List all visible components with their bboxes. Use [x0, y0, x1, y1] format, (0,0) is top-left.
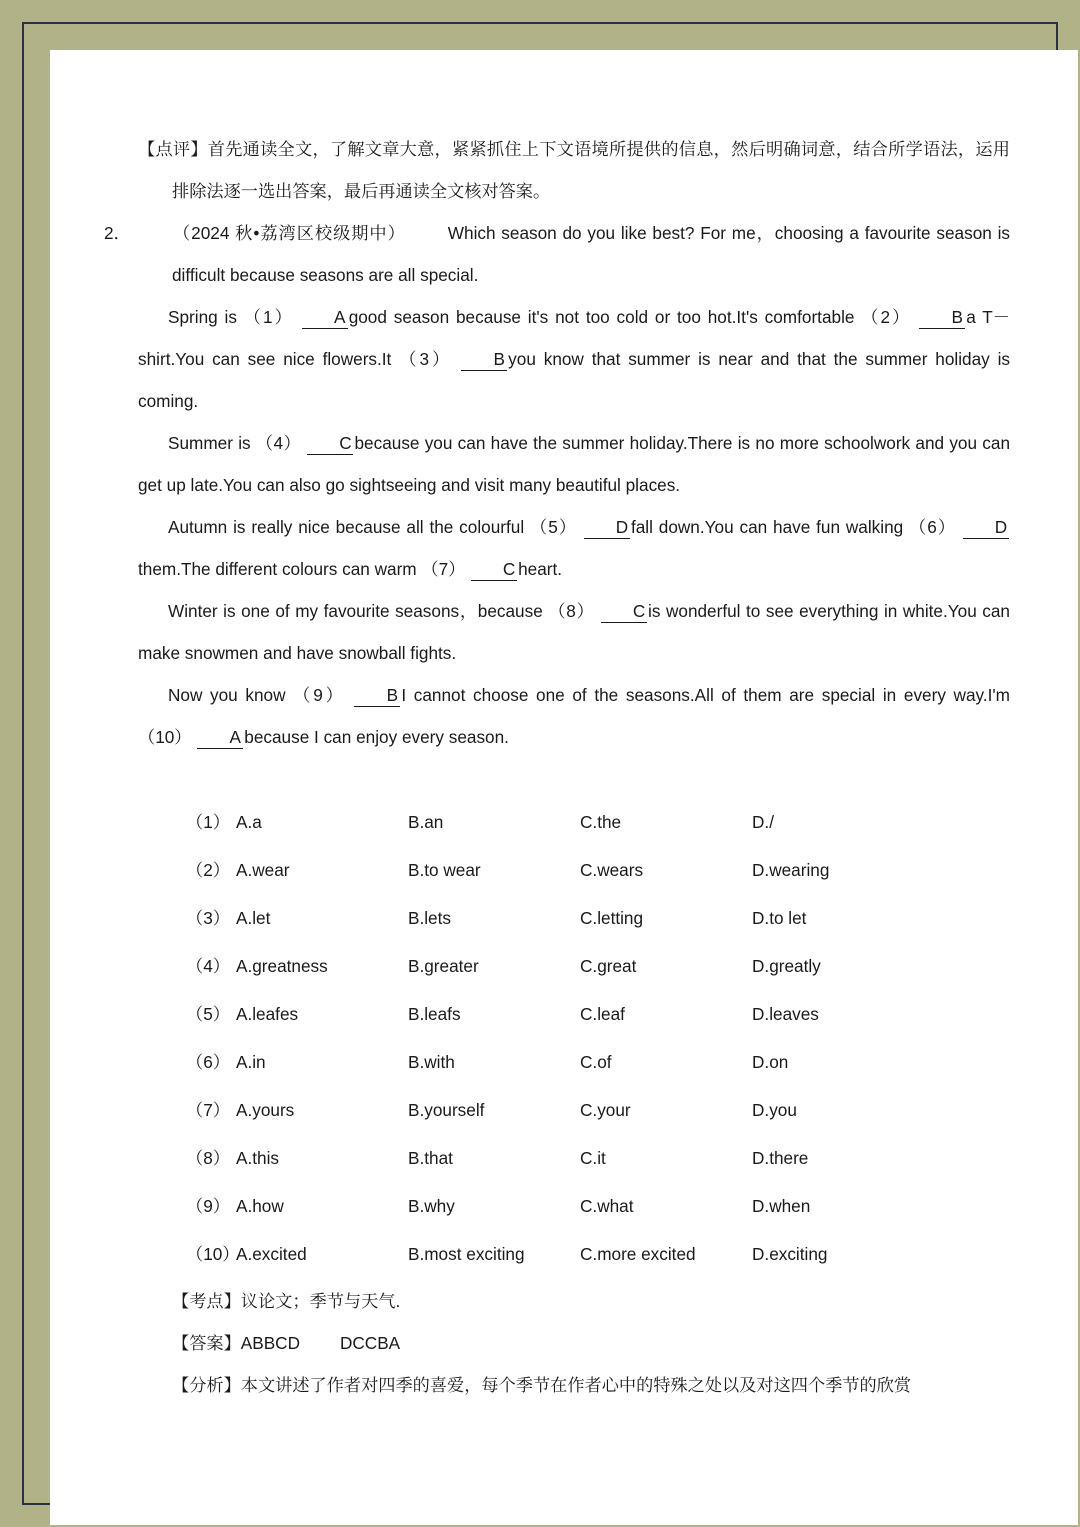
option-choice[interactable]: D.you [752, 1100, 797, 1120]
daan-label: 【答案】 [172, 1333, 241, 1353]
option-row [186, 798, 1010, 846]
option-choice[interactable]: D./ [752, 812, 774, 832]
blank-marker: （10） [138, 727, 197, 747]
options-list [138, 798, 1010, 1278]
blank-marker: （1） [243, 307, 301, 327]
option-choice[interactable]: D.wearing [752, 860, 830, 880]
kaodian-line [172, 1280, 1010, 1322]
answer-meta [138, 1280, 1010, 1406]
passage-text: a T－shirt.You can see nice flowers.It [138, 307, 1010, 369]
kaodian-label: 【考点】 [172, 1291, 241, 1311]
option-choice[interactable]: A.in [236, 1052, 266, 1072]
passage-paragraph-winter [138, 590, 1010, 674]
option-row-index: （1） [186, 812, 230, 832]
fenxi-text: 本文讲述了作者对四季的喜爱，每个季节在作者心中的特殊之处以及对这四个季节的欣赏 [240, 1375, 912, 1395]
passage-text: fall down.You can have fun walking [630, 517, 910, 537]
blank-marker: （2） [861, 307, 919, 327]
passage-text: Winter is one of my favourite seasons，because [168, 601, 549, 621]
passage-text: Summer is [168, 433, 256, 453]
option-choice[interactable]: C.letting [580, 908, 644, 928]
option-choice[interactable]: B.with [408, 1052, 455, 1072]
blank-marker: （7） [421, 559, 471, 579]
option-choice[interactable]: A.excited [236, 1244, 307, 1264]
answer-blank[interactable]: A [302, 306, 348, 329]
passage-paragraph-autumn [138, 506, 1010, 590]
question-source: （2024 秋•荔湾区校级期中） [172, 223, 406, 243]
answer-blank[interactable]: C [471, 558, 517, 581]
option-row [186, 990, 1010, 1038]
option-choice[interactable]: A.this [236, 1148, 279, 1168]
passage-text: I cannot choose one of the seasons.All of them are special in every way.I'm [401, 685, 1010, 705]
option-choice[interactable]: B.that [408, 1148, 453, 1168]
question-intro-text: Which season do you like best? For me，choosing a favourite season is difficult because seasons are all special. [172, 223, 1010, 285]
option-choice[interactable]: C.the [580, 812, 622, 832]
option-row [186, 1134, 1010, 1182]
blank-marker: （6） [909, 517, 962, 537]
option-choice[interactable]: B.an [408, 812, 444, 832]
passage-paragraph-summer [138, 422, 1010, 506]
option-choice[interactable]: A.yours [236, 1100, 295, 1120]
blank-marker: （9） [293, 685, 354, 705]
option-row [186, 1230, 1010, 1278]
fenxi-label: 【分析】 [172, 1375, 241, 1395]
option-choice[interactable]: D.there [752, 1148, 809, 1168]
blank-marker: （3） [399, 349, 461, 369]
answer-blank[interactable]: D [584, 516, 630, 539]
option-choice[interactable]: C.your [580, 1100, 631, 1120]
kaodian-text: 议论文；季节与天气. [240, 1291, 401, 1311]
answer-blank[interactable]: A [197, 726, 243, 749]
page-border-frame [22, 22, 1058, 1505]
question-number: 2． [104, 223, 131, 243]
review-label: 【点评】 [138, 139, 208, 159]
option-choice[interactable]: C.it [580, 1148, 606, 1168]
passage-text: because you can have the summer holiday.There is no more schoolwork and you can get up late.You can also go sightseeing and visit many beautiful places. [138, 433, 1011, 495]
blank-marker: （4） [255, 433, 307, 453]
passage-text: good season because it's not too cold or too hot.It's comfortable [348, 307, 862, 327]
option-row [186, 942, 1010, 990]
daan-second-half: DCCBA [339, 1333, 401, 1353]
option-choice[interactable]: D.greatly [752, 956, 821, 976]
option-choice[interactable]: B.to wear [408, 860, 481, 880]
option-choice[interactable]: A.greatness [236, 956, 328, 976]
review-text: 首先通读全文，了解文章大意，紧紧抓住上下文语境所提供的信息，然后明确词意，结合所学语法，运用排除法逐一选出答案，最后再通读全文核对答案。 [172, 139, 1010, 201]
passage-paragraph-conclusion [138, 674, 1010, 758]
option-row-index: （10） [186, 1244, 240, 1264]
option-choice[interactable]: C.wears [580, 860, 644, 880]
option-choice[interactable]: D.when [752, 1196, 811, 1216]
passage-text: you know that summer is near and that the summer holiday is coming. [138, 349, 1010, 411]
passage-text: them.The different colours can warm [138, 559, 422, 579]
review-paragraph [138, 128, 1010, 212]
option-choice[interactable]: C.of [580, 1052, 612, 1072]
option-row-index: （2） [186, 860, 230, 880]
passage-paragraph-spring [138, 296, 1010, 422]
option-choice[interactable]: B.leafs [408, 1004, 461, 1024]
blank-marker: （5） [530, 517, 583, 537]
option-choice[interactable]: B.greater [408, 956, 479, 976]
option-row [186, 846, 1010, 894]
passage-text: heart. [518, 559, 563, 579]
passage-text: Autumn is really nice because all the colourful [168, 517, 530, 537]
option-row-index: （6） [186, 1052, 230, 1072]
answer-blank[interactable]: B [354, 684, 400, 707]
daan-line [172, 1322, 1010, 1364]
option-choice[interactable]: A.how [236, 1196, 284, 1216]
option-row-index: （9） [186, 1196, 230, 1216]
answer-blank[interactable]: D [963, 516, 1009, 539]
option-row [186, 1038, 1010, 1086]
option-choice[interactable]: C.leaf [580, 1004, 625, 1024]
option-choice[interactable]: B.why [408, 1196, 455, 1216]
option-choice[interactable]: B.lets [408, 908, 451, 928]
option-choice[interactable]: A.a [236, 812, 262, 832]
option-choice[interactable]: C.great [580, 956, 637, 976]
option-choice[interactable]: C.more excited [580, 1244, 696, 1264]
answer-blank[interactable]: C [307, 432, 353, 455]
passage-text: because I can enjoy every season. [244, 727, 509, 747]
passage-text: Now you know [168, 685, 294, 705]
option-choice[interactable]: D.exciting [752, 1244, 828, 1264]
option-choice[interactable]: B.most exciting [408, 1244, 525, 1264]
answer-blank[interactable]: C [601, 600, 647, 623]
option-row-index: （4） [186, 956, 230, 976]
option-choice[interactable]: D.leaves [752, 1004, 819, 1024]
answer-blank[interactable]: B [919, 306, 965, 329]
fenxi-line [172, 1364, 1010, 1406]
option-choice[interactable]: D.on [752, 1052, 789, 1072]
option-choice[interactable]: A.wear [236, 860, 290, 880]
passage-text: is wonderful to see everything in white.You can make snowmen and have snowball fights. [138, 601, 1010, 663]
blank-marker: （8） [548, 601, 601, 621]
option-row-index: （5） [186, 1004, 230, 1024]
cloze-passage [138, 296, 1010, 758]
document-sheet [50, 50, 1078, 1525]
option-row-index: （8） [186, 1148, 230, 1168]
option-row [186, 1086, 1010, 1134]
option-choice[interactable]: A.let [236, 908, 271, 928]
question-intro-paragraph [104, 212, 1010, 296]
option-choice[interactable]: A.leafes [236, 1004, 299, 1024]
option-choice[interactable]: C.what [580, 1196, 634, 1216]
answer-blank[interactable]: B [461, 348, 507, 371]
document-body [104, 128, 1011, 1406]
daan-first-half: ABBCD [240, 1333, 300, 1353]
option-row-index: （3） [186, 908, 230, 928]
passage-text: Spring is [168, 307, 244, 327]
option-row [186, 894, 1010, 942]
option-choice[interactable]: D.to let [752, 908, 807, 928]
option-row [186, 1182, 1010, 1230]
option-choice[interactable]: B.yourself [408, 1100, 485, 1120]
option-row-index: （7） [186, 1100, 230, 1120]
